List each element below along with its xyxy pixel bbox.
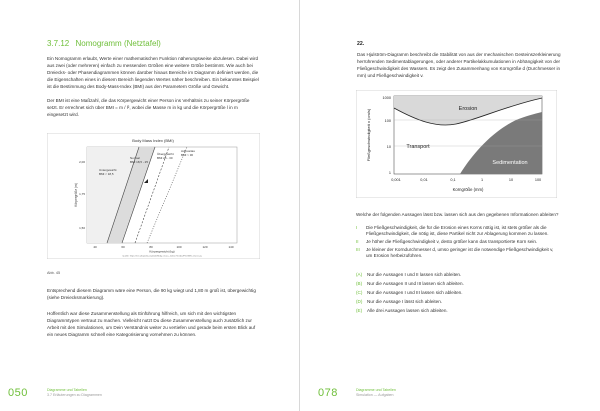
statement-3-line-1: Je kleiner der Korndurchmesser d, umso geringer ist die notwendige Fließgeschwindigkeit v,: [366, 247, 554, 252]
chart-source: Quelle: https://en.wikipedia.org/wiki/Body_mass_index#/media/File:BMI_chart.svg: [122, 255, 202, 258]
y-tick-label: 1,75: [79, 192, 85, 196]
section-title-text: Nomogramm (Netztafel): [75, 39, 161, 48]
footer-subchapter: 3.7 Erläuterungen zu Diagrammen: [47, 393, 102, 397]
option-d[interactable]: [356, 299, 442, 304]
region-label-transport: Transport: [406, 144, 430, 150]
option-text: Nur die Aussagen I und III lassen sich ableiten.: [367, 290, 463, 295]
option-text: Alle drei Aussagen lassen sich ableiten.: [367, 308, 448, 313]
y-tick-label: 1000: [382, 96, 391, 100]
statement-3-numeral: III: [356, 247, 360, 252]
option-text: Nur die Aussagen II und III lassen sich ableiten.: [367, 281, 464, 286]
y-axis-label: Fließgeschwindigkeit v (cm/s): [366, 108, 371, 162]
x-tick-label: 140: [228, 245, 234, 249]
page-number: 078: [318, 387, 338, 399]
option-label: (B): [356, 281, 363, 286]
x-tick-label: 0,01: [420, 178, 428, 182]
option-b[interactable]: [356, 281, 464, 286]
paragraph-4: Hoffentlich war diese Zusammenstellung als Einführung hilfreich, um sich mit den wichtigsten Diagrammtypen vertraut zu machen. Vielleicht nutzt Du diese Zusammenstellung auch zusätzlich zur Arbeit mit den Simulationen, um Dein Verständnis weiter zu vertiefen und gerade beim ersten Blick auf ein neues Diagramm schnell eine Kategorisierung vornehmen zu können.: [47, 311, 256, 337]
section-number: 3.7.12: [47, 39, 70, 48]
option-label: (E): [356, 308, 363, 313]
chart-title: Body Mass Index (BMI): [132, 138, 174, 143]
zone-label-normal: Normal: [130, 156, 140, 160]
zone-range-normal: BMI 18,5 - 25: [130, 160, 149, 164]
figure-caption: Abb. 45: [47, 271, 61, 275]
paragraph-1: Ein Nomogramm erlaubt, Werte einer mathematischen Funktion näherungsweise abzulesen. Dabei wird aus zwei (oder mehreren) einfach zu messenden Größen eine weitere Größe bestimmt. Wie auch bei Dreiecks- oder Phasendiagrammen können darüber hinaus Bereiche im Diagramm definiert werden, die die Eigenschaften eines in diesem Bereich liegenden Wertes näher beschreiben. Ein bekanntes Beispiel ist die Bestimmung des Body-Mass-Index (BMI) aus den Parametern Größe und Gewicht.: [47, 56, 259, 89]
question-intro: Das Hjulström-Diagramm beschreibt die Stabilität von aus der mechanischen Gesteinszerkleinerung herrührenden Sedimentablagerungen, oder anderer Partikelakkumulationen in Abhängigkeit von der Fließgeschwindigkeit des Wassers. Es zeigt den Zusammenhang von Korngröße d (Durchmesser in mm) und Fließgeschwindigkeit v.: [357, 52, 561, 78]
region-label-sedimentation: Sedimentation: [492, 160, 528, 166]
x-tick-label: 60: [121, 245, 125, 249]
y-tick-label: 100: [384, 119, 391, 123]
zone-range-obese: BMI > 30: [181, 153, 194, 157]
zone-label-underweight: Untergewicht: [99, 168, 117, 172]
region-label-erosion: Erosion: [458, 106, 478, 112]
zone-label-overweight: Übergewicht: [157, 152, 174, 156]
x-axis-label: Körpergewicht (kg): [149, 249, 175, 254]
option-label: (D): [356, 299, 363, 304]
y-tick-label: 10: [386, 145, 391, 149]
option-a[interactable]: [356, 272, 461, 277]
statement-2-numeral: II: [356, 239, 359, 244]
x-axis-label: Korngröße (mm): [452, 187, 484, 192]
page-number: 050: [8, 387, 28, 399]
statement-1-line-2: Fließgeschwindigkeit, die nötig ist, diese Partikel nicht zur Ablagerung kommen zu lassen.: [366, 231, 549, 236]
statement-1-line-1: Die Fließgeschwindigkeit, die für die Erosion eines Korns nötig ist, ist stets größer als die: [366, 225, 547, 230]
x-tick-label: 10: [508, 178, 514, 182]
statement-2-line-1: Je höher die Fließgeschwindigkeit v, desto größer kann das transportierte Korn sein.: [366, 239, 538, 244]
footer-chapter: Diagramme und Tabellen: [356, 388, 396, 392]
section-title: [47, 39, 161, 48]
y-tick-label: 2,00: [79, 160, 85, 164]
option-e[interactable]: [356, 308, 448, 313]
option-c[interactable]: [356, 290, 463, 295]
x-tick-label: 100: [534, 178, 542, 182]
hjulstroem-chart: [356, 90, 557, 198]
paragraph-2: Der BMI ist eine Maßzahl, die das Körpergewicht einer Person ins Verhältnis zu seiner Körpergröße setzt. Er errechnet sich über BMI = m / l², wobei die Masse m in kg und die Körpergröße l in m eingesetzt wird.: [47, 98, 250, 117]
x-tick-label: 40: [93, 245, 97, 249]
zone-range-overweight: BMI 25 - 30: [157, 156, 173, 160]
x-tick-label: 120: [202, 245, 208, 249]
footer-subchapter: Simulation — Aufgaben: [356, 393, 394, 397]
y-axis-label: Körpergröße (m): [74, 183, 78, 207]
option-label: (C): [356, 290, 363, 295]
y-tick-label: 1: [388, 171, 391, 175]
x-tick-label: 100: [176, 245, 182, 249]
x-tick-label: 0,1: [450, 178, 456, 182]
option-text: Nur die Aussage I lässt sich ableiten.: [367, 299, 443, 304]
x-tick-label: 80: [149, 245, 153, 249]
question-number: 22.: [357, 41, 365, 47]
option-text: Nur die Aussagen I und II lassen sich ableiten.: [367, 272, 462, 277]
question-text: Welche der folgenden Aussagen lässt bzw. lassen sich aus den gegebenen Informationen ableiten?: [356, 212, 559, 217]
zone-label-obese: Adipositas: [181, 149, 195, 153]
statement-1-numeral: I: [356, 225, 358, 230]
y-tick-label: 1,50: [79, 226, 85, 230]
option-label: (A): [356, 272, 363, 277]
paragraph-3: Entsprechend diesem Diagramm wäre eine Person, die 90 kg wiegt und 1,80 m groß ist, übergewichtig (siehe Dreiecksmarkierung).: [47, 288, 256, 300]
bmi-nomogram-chart: [47, 133, 260, 259]
zone-range-underweight: BMI < 18,5: [99, 172, 114, 176]
x-tick-label: 1: [480, 178, 484, 182]
footer-chapter: Diagramme und Tabellen: [47, 388, 87, 392]
x-tick-label: 0,001: [391, 178, 401, 182]
statement-3-line-2: um Erosion herbeizuführen.: [366, 253, 423, 258]
